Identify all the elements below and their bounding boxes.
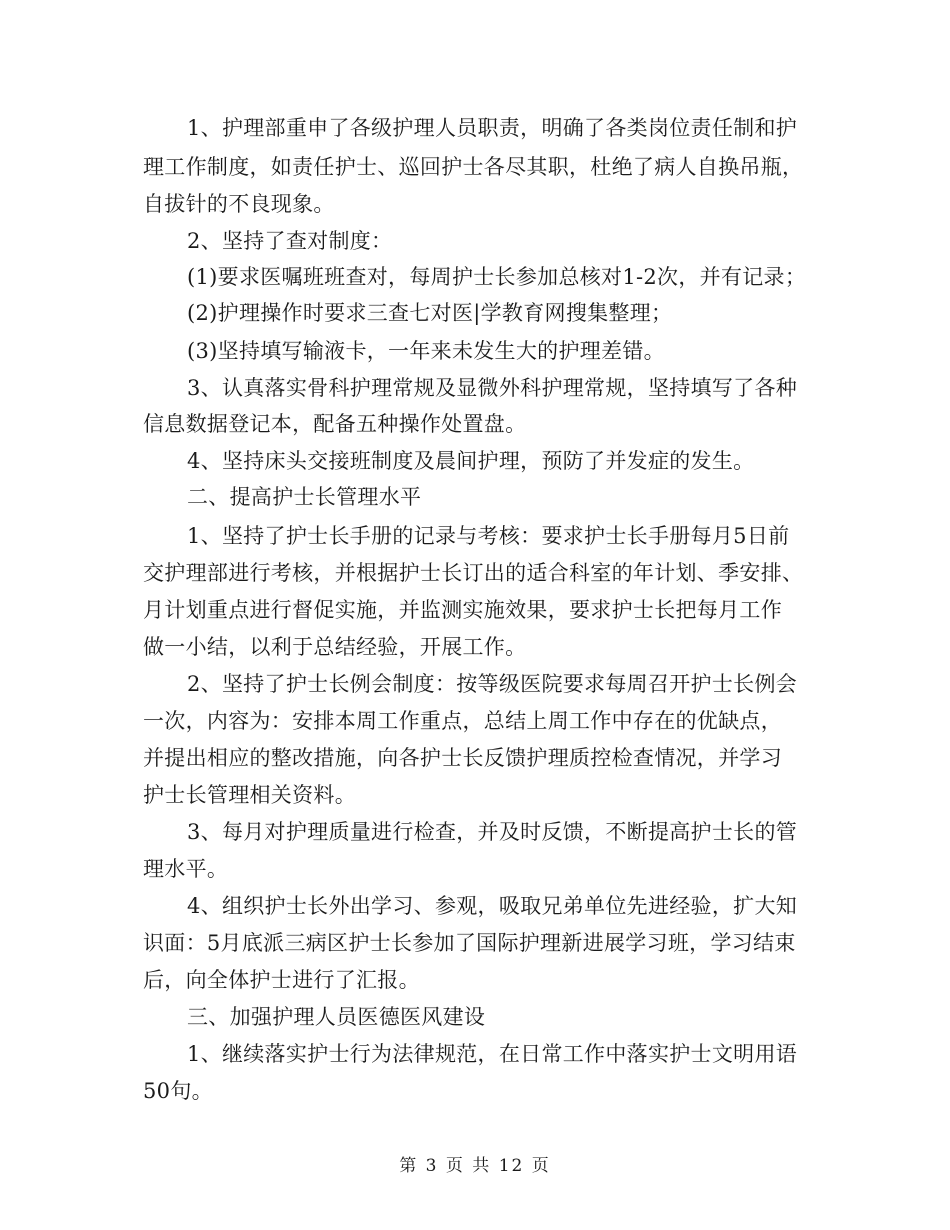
paragraph-line: 信息数据登记本，配备五种操作处置盘。 [143,412,527,436]
paragraph-line: 一次，内容为：安排本周工作重点，总结上周工作中存在的优缺点， [143,709,782,733]
paragraph-line: 50句。 [143,1079,213,1103]
paragraph-line: (2)护理操作时要求三查七对医|学教育网搜集整理； [187,301,673,325]
paragraph-line: 4、坚持床头交接班制度及晨间护理，预防了并发症的发生。 [187,449,755,473]
paragraph-line: 月计划重点进行督促实施，并监测实施效果，要求护士长把每月工作 [143,598,782,622]
paragraph-line: (3)坚持填写输液卡，一年来未发生大的护理差错。 [187,339,665,363]
paragraph-line: 1、继续落实护士行为法律规范，在日常工作中落实护士文明用语 [187,1042,798,1066]
paragraph-line: 交护理部进行考核，并根据护士长订出的适合科室的年计划、季安排、 [143,561,804,585]
paragraph-line: 识面：5月底派三病区护士长参加了国际护理新进展学习班，学习结束 [143,931,796,955]
paragraph-line: (1)要求医嘱班班查对，每周护士长参加总核对1-2次，并有记录； [187,265,807,289]
paragraph-line: 1、坚持了护士长手册的记录与考核：要求护士长手册每月5日前 [187,524,790,548]
paragraph-line: 并提出相应的整改措施，向各护士长反馈护理质控检查情况，并学习 [143,746,782,770]
paragraph-line: 4、组织护士长外出学习、参观，吸取兄弟单位先进经验，扩大知 [187,894,798,918]
paragraph-line: 自拔针的不良现象。 [143,192,335,216]
section-heading: 三、加强护理人员医德医风建设 [187,1005,486,1029]
paragraph-line: 做一小结，以利于总结经验，开展工作。 [143,635,527,659]
paragraph-line: 理工作制度，如责任护士、巡回护士各尽其职，杜绝了病人自换吊瓶， [143,155,804,179]
paragraph-line: 1、护理部重申了各级护理人员职责，明确了各类岗位责任制和护 [187,116,798,140]
paragraph-line: 护士长管理相关资料。 [143,783,356,807]
paragraph-line: 3、认真落实骨科护理常规及显微外科护理常规，坚持填写了各种 [187,376,798,400]
page-number-footer: 第 3 页 共 12 页 [399,1156,551,1176]
paragraph-line: 3、每月对护理质量进行检查，并及时反馈，不断提高护士长的管 [187,820,798,844]
paragraph-line: 2、坚持了护士长例会制度：按等级医院要求每周召开护士长例会 [187,672,798,696]
paragraph-line: 2、坚持了查对制度： [187,229,393,253]
paragraph-line: 后，向全体护士进行了汇报。 [143,968,420,992]
paragraph-line: 理水平。 [143,857,229,881]
section-heading: 二、提高护士长管理水平 [187,485,422,509]
